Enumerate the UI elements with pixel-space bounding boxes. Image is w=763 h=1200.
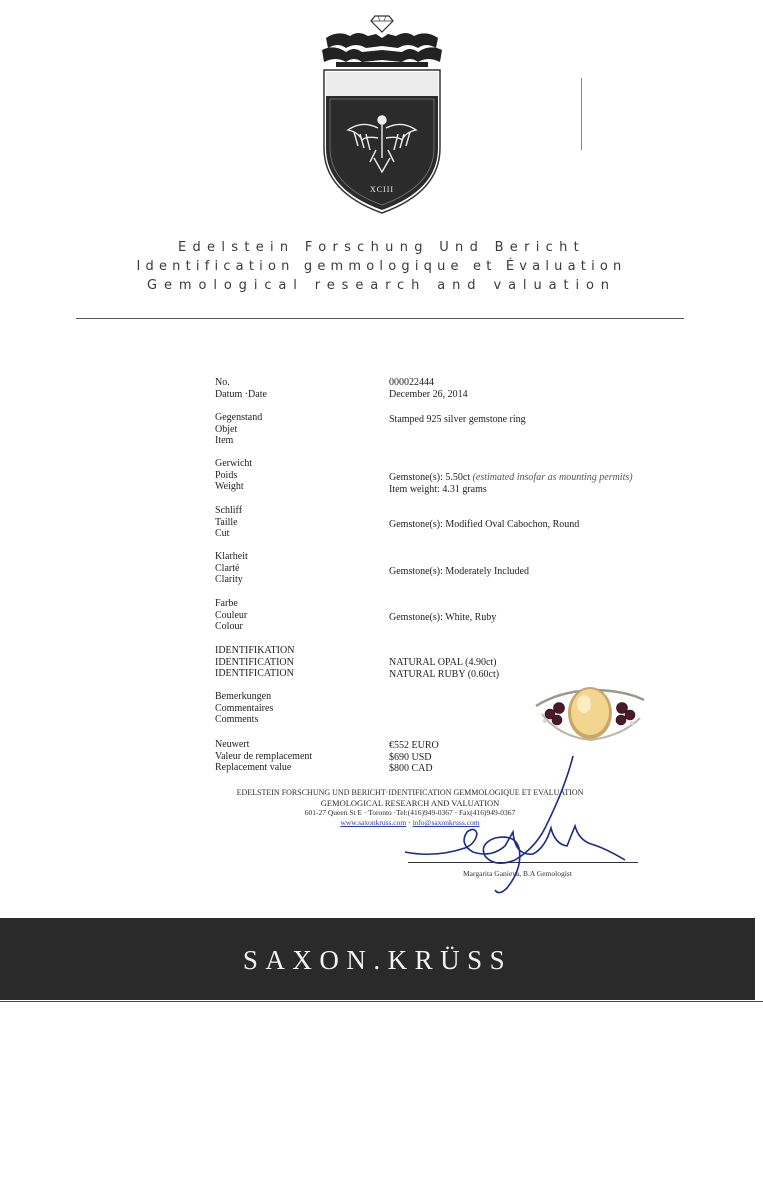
coat-of-arms-emblem	[318, 8, 446, 216]
item-labels: Gegenstand Objet Item	[215, 412, 263, 446]
footer-address: 601-27 Queen St E · Toronto ·Tel:(416)949-0367 · Fax(416)949-0367	[304, 808, 516, 817]
identification-values	[389, 657, 499, 680]
crest-mantling	[322, 33, 442, 67]
website-link[interactable]: www.saxonkruss.com	[340, 818, 407, 827]
margin-line	[581, 78, 582, 150]
heading-german: Edelstein Forschung Und Bericht	[177, 240, 586, 255]
item-weight: Item weight: 4.31 grams	[389, 483, 487, 495]
brand-logo-text: SAXON.KRÜSS	[242, 945, 513, 975]
footer-institute-line: EDELSTEIN FORSCHUNG UND BERICHT·IDENTIFICATION GEMMOLOGIQUE ET EVALUATION	[236, 788, 584, 797]
value-cad: $800 CAD	[389, 763, 433, 774]
identification-labels: IDENTIFIKATION IDENTIFICATION IDENTIFICATION	[215, 645, 295, 679]
comments-labels: Bemerkungen Commentaires Comments	[215, 691, 274, 725]
value-euro: €552 EURO	[389, 740, 439, 751]
cut-value: Gemstone(s): Modified Oval Cabochon, Round	[389, 519, 580, 530]
identification-ruby: NATURAL RUBY (0.60ct)	[389, 668, 500, 680]
clarity-labels: Klarheit Clarté Clarity	[215, 551, 248, 585]
band-edge-line	[0, 1001, 763, 1002]
value-usd: $690 USD	[389, 751, 432, 763]
footer-contact: www.saxonkruss.com · info@saxonkruss.com	[340, 818, 480, 827]
colour-value: Gemstone(s): White, Ruby	[389, 612, 497, 623]
report-number: 000022444	[389, 377, 434, 388]
diamond-icon	[371, 16, 393, 32]
item-value: Stamped 925 silver gemstone ring	[389, 414, 526, 425]
heading-french: Identification gemmologique et Évaluation	[136, 259, 627, 274]
weight-values	[389, 472, 633, 495]
email-link[interactable]: info@saxonkruss.com	[412, 818, 480, 827]
weight-estimate-note: (estimated insofar as mounting permits)	[472, 472, 633, 483]
gemstone-weight: Gemstone(s): 5.50ct	[389, 472, 471, 483]
cut-labels: Schliff Taille Cut	[215, 505, 243, 539]
heading-english: Gemological research and valuation	[147, 278, 616, 293]
weight-labels: Gerwicht Poids Weight	[215, 458, 253, 492]
crest-inscription: XCIII	[369, 185, 395, 194]
number-date-labels	[215, 377, 267, 400]
heading-divider	[76, 318, 684, 319]
identification-opal: NATURAL OPAL (4.90ct)	[389, 657, 497, 668]
report-date: December 26, 2014	[389, 388, 468, 400]
number-label: No.	[215, 377, 230, 388]
footer-english-line: GEMOLOGICAL RESEARCH AND VALUATION	[320, 798, 500, 808]
colour-labels: Farbe Couleur Colour	[215, 598, 248, 632]
value-labels: Neuwert Valeur de remplacement Replacement value	[215, 739, 313, 773]
clarity-value: Gemstone(s): Moderately Included	[389, 566, 529, 577]
date-label: Datum ·Date	[215, 388, 267, 400]
ring-photo	[528, 678, 648, 748]
signer-name: Margarita Ganieva, B.A Gemologist	[463, 869, 572, 878]
number-date-values	[389, 377, 468, 400]
